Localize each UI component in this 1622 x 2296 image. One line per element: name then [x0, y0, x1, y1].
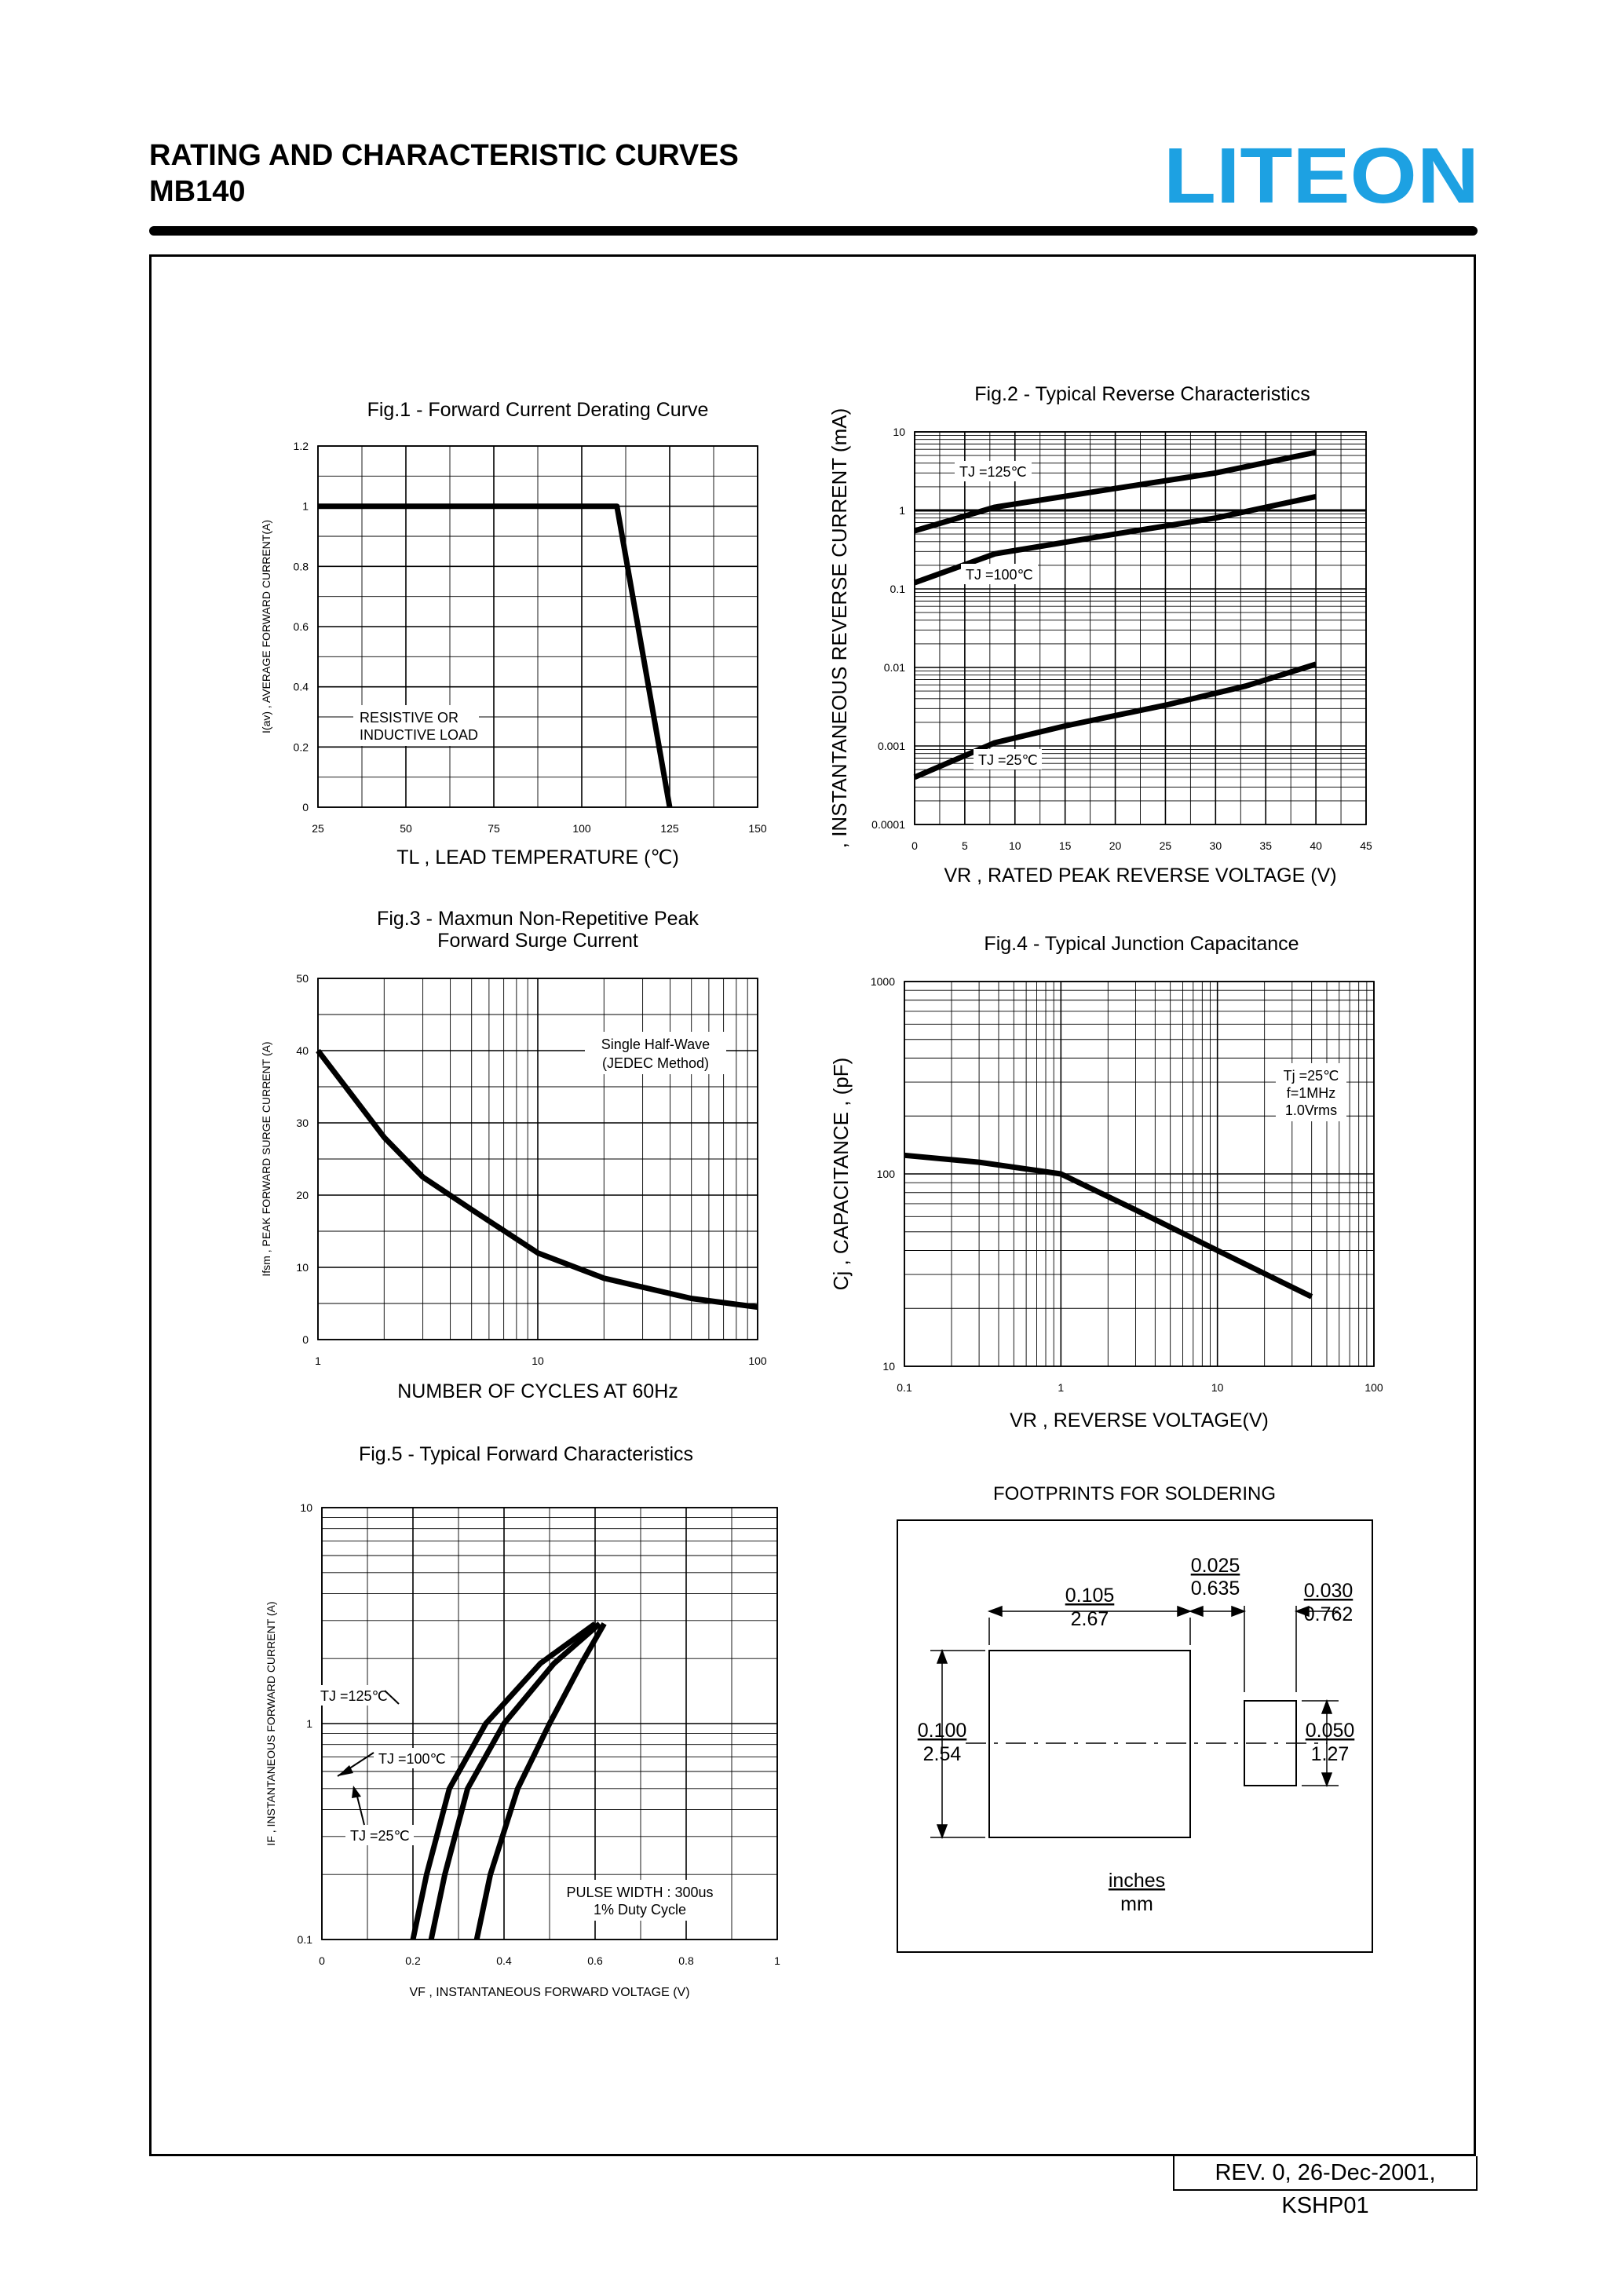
fig5-x-tick-label: 0 — [319, 1954, 325, 1967]
small-height-mm: 1.27 — [1310, 1743, 1350, 1765]
fig3-y-tick-label: 40 — [296, 1044, 309, 1057]
fig2-x-tick-label: 15 — [1058, 839, 1072, 852]
fig1-y-tick-label: 1.2 — [293, 440, 309, 452]
revision-label: REV. 0, 26-Dec-2001, KSHP01 — [1173, 2156, 1478, 2191]
fig5-series-label-1: TJ =100℃ — [378, 1751, 446, 1767]
fig3-x-axis-label: NUMBER OF CYCLES AT 60Hz — [397, 1380, 678, 1402]
fig5-y-axis-label: IF , INSTANTANEOUS FORWARD CURRENT (A) — [265, 1601, 277, 1846]
fig3-title: Fig.3 - Maxmun Non-Repetitive Peak — [377, 908, 699, 930]
pad-height-inches: 0.100 — [917, 1720, 967, 1742]
model-number: MB140 — [149, 175, 246, 208]
large-pad — [989, 1651, 1190, 1837]
small-width-inches: 0.030 — [1303, 1580, 1353, 1602]
fig3-y-tick-label: 20 — [296, 1189, 309, 1201]
fig1-x-tick-label: 75 — [488, 822, 500, 835]
fig4-title: Fig.4 - Typical Junction Capacitance — [984, 933, 1299, 955]
small-height-inches: 0.050 — [1305, 1720, 1355, 1742]
fig4-x-tick-label: 0.1 — [897, 1381, 912, 1394]
fig5-annotation-1: 1% Duty Cycle — [593, 1902, 687, 1918]
fig1-y-tick-label: 0 — [302, 801, 309, 813]
fig4-y-axis-label: Cj , CAPACITANCE , (pF) — [829, 1057, 853, 1291]
liteon-logo — [1164, 140, 1479, 204]
footprint-diagram — [887, 1476, 1421, 1963]
fig3-annotation-0: Single Half-Wave — [601, 1036, 711, 1052]
fig2-x-tick-label: 35 — [1259, 839, 1273, 852]
fig1-y-tick-label: 0.4 — [293, 680, 309, 693]
fig4-junction-capacitance-chart — [829, 927, 1445, 1445]
fig5-x-tick-label: 0.8 — [678, 1954, 694, 1967]
fig4-annotation-1: f=1MHz — [1286, 1085, 1336, 1101]
fig2-y-tick-label: 0.01 — [883, 661, 905, 674]
fig5-x-tick-label: 0.4 — [496, 1954, 512, 1967]
small-width-mm: 0.762 — [1303, 1603, 1353, 1625]
fig2-x-tick-label: 0 — [911, 839, 918, 852]
fig4-x-tick-label: 10 — [1211, 1381, 1224, 1394]
fig5-arrowhead-25 — [352, 1786, 361, 1798]
fig2-series-label-1: TJ =100℃ — [966, 567, 1033, 583]
fig2-series-label-2: TJ =25℃ — [978, 752, 1038, 768]
fig5-series-label-0: TJ =125℃ — [320, 1688, 388, 1704]
fig5-y-tick-label: 0.1 — [297, 1933, 312, 1946]
fig5-x-tick-label: 0.2 — [405, 1954, 421, 1967]
fig3-y-tick-label: 30 — [296, 1117, 309, 1129]
fig2-x-tick-label: 45 — [1360, 839, 1372, 852]
fig5-x-tick-label: 1 — [774, 1954, 780, 1967]
unit-inches: inches — [1108, 1870, 1166, 1892]
gap-mm: 0.635 — [1190, 1578, 1240, 1600]
fig3-x-tick-label: 10 — [532, 1355, 544, 1367]
fig3-y-axis-label: Ifsm , PEAK FORWARD SURGE CURRENT (A) — [260, 1041, 272, 1277]
fig2-y-tick-label: 10 — [893, 426, 905, 438]
pad-width-mm: 2.67 — [1070, 1608, 1109, 1630]
fig5-x-axis-label: VF , INSTANTANEOUS FORWARD VOLTAGE (V) — [409, 1986, 690, 1999]
fig2-y-tick-label: 0.0001 — [871, 818, 905, 831]
fig2-x-tick-label: 10 — [1008, 839, 1021, 852]
fig5-y-tick-label: 10 — [300, 1501, 312, 1514]
fig1-x-tick-label: 100 — [572, 822, 591, 835]
fig4-grid — [904, 982, 1374, 1366]
fig1-x-axis-label: TL , LEAD TEMPERATURE (℃) — [396, 846, 679, 868]
fig2-y-tick-label: 1 — [899, 504, 905, 517]
fig4-x-tick-label: 100 — [1364, 1381, 1383, 1394]
fig3-x-tick-label: 100 — [748, 1355, 767, 1367]
fig1-y-tick-label: 0.8 — [293, 560, 309, 573]
fig3-y-tick-label: 50 — [296, 972, 309, 985]
unit-mm: mm — [1120, 1893, 1153, 1915]
fig3-annotation-1: (JEDEC Method) — [601, 1055, 710, 1071]
fig2-y-tick-label: 0.001 — [877, 740, 905, 752]
fig3-surge-current-chart — [236, 903, 832, 1421]
fig1-y-axis-label: I(av) , AVERAGE FORWARD CURRENT(A) — [260, 520, 272, 733]
fig1-title: Fig.1 - Forward Current Derating Curve — [367, 399, 709, 421]
fig2-x-tick-label: 20 — [1109, 839, 1122, 852]
fig1-annotation-1: INDUCTIVE LOAD — [360, 727, 479, 743]
fig3-y-tick-label: 0 — [302, 1333, 309, 1346]
logo-text: LITEON — [1164, 140, 1479, 204]
fig4-x-axis-label: VR , REVERSE VOLTAGE(V) — [1010, 1409, 1269, 1431]
pad-height-mm: 2.54 — [922, 1743, 962, 1765]
fig1-x-tick-label: 125 — [660, 822, 679, 835]
pad-width-inches: 0.105 — [1065, 1585, 1115, 1607]
fig3-y-tick-label: 10 — [296, 1261, 309, 1274]
gap-inches: 0.025 — [1190, 1555, 1240, 1577]
fig5-x-tick-label: 0.6 — [587, 1954, 603, 1967]
fig5-title: Fig.5 - Typical Forward Characteristics — [358, 1443, 694, 1465]
fig2-title: Fig.2 - Typical Reverse Characteristics — [974, 383, 1310, 405]
fig1-x-tick-label: 150 — [748, 822, 767, 835]
fig1-x-tick-label: 25 — [312, 822, 324, 835]
fig1-y-tick-label: 0.2 — [293, 740, 309, 754]
fig1-annotation-0: RESISTIVE OR — [360, 710, 459, 726]
fig2-y-axis-label: , INSTANTANEOUS REVERSE CURRENT (mA) — [827, 408, 851, 849]
fig2-series-label-0: TJ =125℃ — [959, 464, 1027, 480]
fig2-reverse-characteristics-chart — [827, 377, 1413, 911]
fig2-x-axis-label: VR , RATED PEAK REVERSE VOLTAGE (V) — [944, 865, 1337, 887]
fig4-y-tick-label: 100 — [876, 1168, 895, 1180]
fig1-y-tick-label: 1 — [302, 499, 309, 513]
fig2-y-tick-label: 0.1 — [890, 583, 905, 595]
fig4-y-tick-label: 1000 — [870, 975, 895, 988]
fig3-x-tick-label: 1 — [315, 1355, 321, 1367]
fig4-annotation-0: Tj =25℃ — [1283, 1068, 1339, 1084]
fig1-x-tick-label: 50 — [400, 822, 412, 835]
fig2-x-tick-label: 30 — [1209, 839, 1222, 852]
fig3-subtitle: Forward Surge Current — [437, 930, 638, 952]
fig1-y-tick-label: 0.6 — [293, 620, 309, 633]
fig5-series-label-2: TJ =25℃ — [350, 1828, 410, 1844]
fig2-x-tick-label: 25 — [1159, 839, 1172, 852]
page-title: RATING AND CHARACTERISTIC CURVES — [149, 139, 739, 172]
fig5-annotation-0: PULSE WIDTH : 300us — [566, 1885, 714, 1900]
fig1-grid — [318, 446, 758, 807]
fig4-x-tick-label: 1 — [1058, 1381, 1065, 1394]
footprint-title: FOOTPRINTS FOR SOLDERING — [992, 1483, 1277, 1504]
fig1-derating-chart — [236, 393, 832, 879]
fig5-y-tick-label: 1 — [306, 1717, 312, 1730]
fig2-x-tick-label: 5 — [961, 839, 968, 852]
fig2-x-tick-label: 40 — [1310, 839, 1322, 852]
fig5-forward-characteristics-chart — [236, 1437, 832, 2018]
fig4-y-tick-label: 10 — [882, 1360, 895, 1373]
fig4-annotation-2: 1.0Vrms — [1284, 1102, 1338, 1118]
header-rule — [149, 226, 1478, 236]
